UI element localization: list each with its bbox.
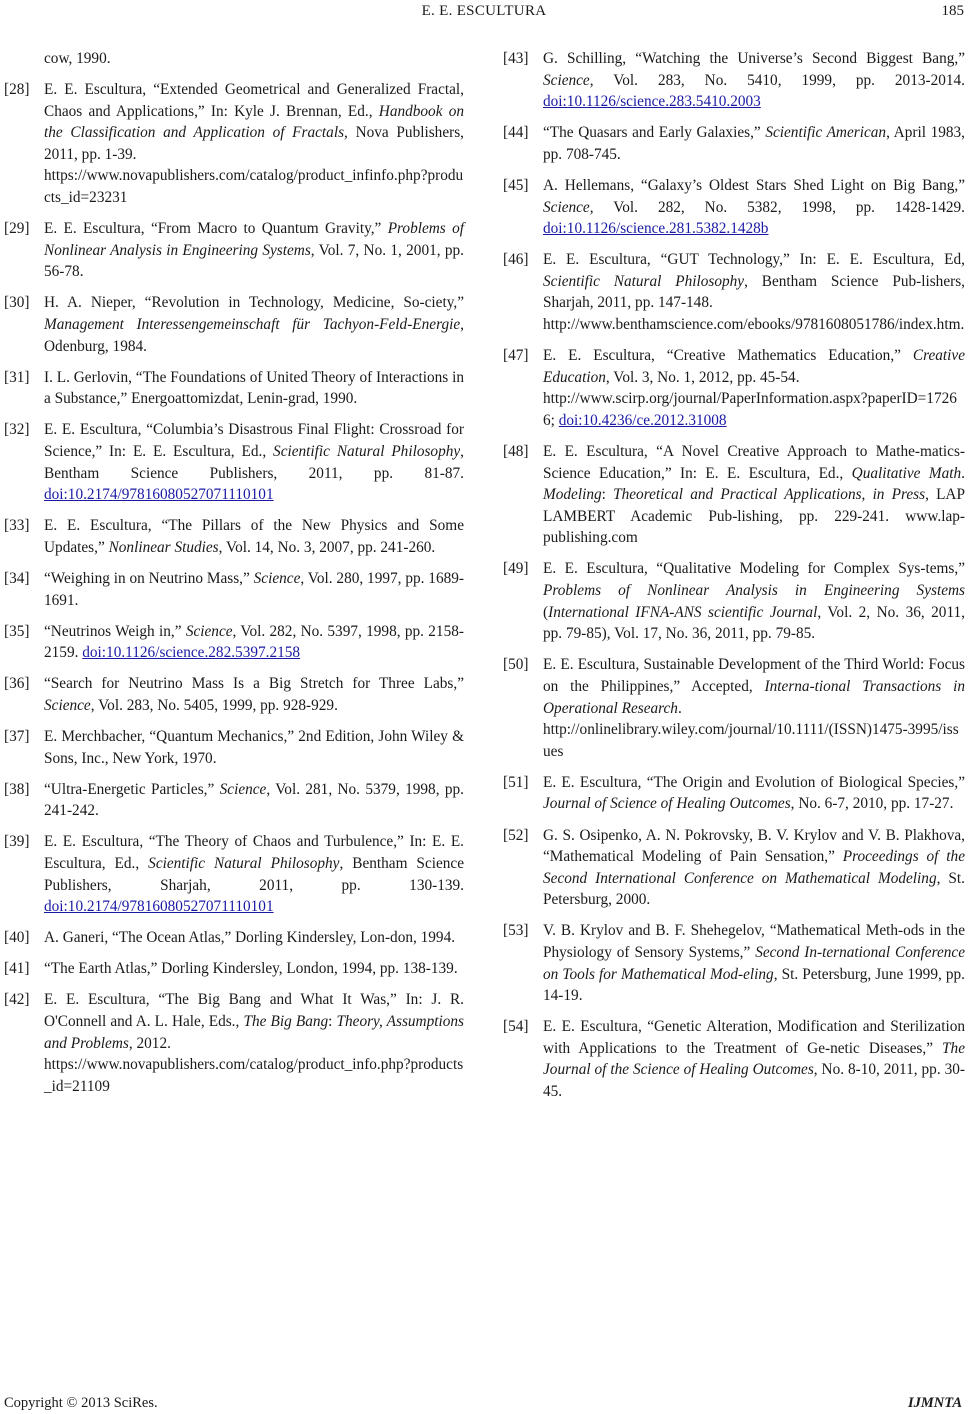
- reference-text: [44, 989, 464, 1097]
- reference-segment: E. Merchbacher, “Quantum Mechanics,” 2nd Edition, John Wiley & Sons, Inc., New York, 1970.: [44, 728, 464, 767]
- reference-item: [4, 419, 464, 505]
- reference-item: [4, 515, 464, 558]
- reference-number: [42]: [4, 991, 30, 1009]
- reference-segment: , LAP LAMBERT Academic Pub-lishing, pp. 229-241. www.lap-publishing.com: [543, 486, 965, 547]
- reference-segment: , Vol. 283, No. 5405, 1999, pp. 928-929.: [90, 696, 338, 714]
- reference-text: [44, 419, 464, 505]
- reference-number: [47]: [503, 347, 529, 365]
- italic-title: Science: [44, 696, 91, 714]
- reference-segment: , Vol. 14, No. 3, 2007, pp. 241-260.: [218, 538, 436, 556]
- reference-segment: :: [328, 1013, 337, 1031]
- reference-text: [44, 79, 464, 209]
- reference-segment: E. E. Escultura, Sustainable Development of the Third World: Focus on the Philippines,” Accepted,: [543, 656, 965, 695]
- reference-item: [4, 621, 464, 664]
- reference-text: [543, 654, 965, 762]
- reference-number: [39]: [4, 833, 30, 851]
- reference-number: [54]: [503, 1018, 529, 1036]
- italic-title: Problems of Nonlinear Analysis in Engineering Systems: [543, 582, 965, 600]
- reference-url: http://www.benthamscience.com/ebooks/9781608051786/index.htm.: [543, 316, 965, 334]
- reference-segment: , Bentham Science Publishers, 2011, pp. 81-87.: [44, 443, 464, 482]
- reference-segment: A. Hellemans, “Galaxy’s Oldest Stars Shed Light on Big Bang,”: [543, 176, 965, 194]
- reference-segment: G. S. Osipenko, A. N. Pokrovsky, B. V. Krylov and V. B. Plakhova, “Mathematical Modeling of Pain Sensation,”: [543, 826, 965, 866]
- reference-number: [38]: [4, 780, 30, 798]
- reference-text: [543, 920, 965, 1006]
- reference-text: [44, 218, 464, 283]
- reference-segment: “Search for Neutrino Mass Is a Big Stretch for Three Labs,”: [44, 675, 464, 693]
- reference-segment: A. Ganeri, “The Ocean Atlas,” Dorling Kindersley, Lon-don, 1994.: [44, 929, 456, 947]
- reference-text: [44, 927, 464, 949]
- reference-list-left: [4, 79, 464, 1097]
- reference-segment: , April 1983, pp. 708-745.: [543, 124, 965, 163]
- reference-number: [28]: [4, 81, 30, 99]
- doi-link[interactable]: doi:10.1126/science.282.5397.2158: [82, 644, 301, 662]
- reference-item: [503, 654, 965, 762]
- doi-link[interactable]: doi:10.1126/science.283.5410.2003: [543, 93, 761, 111]
- reference-item: [503, 825, 965, 911]
- reference-segment: “The Earth Atlas,” Dorling Kindersley, London, 1994, pp. 138-139.: [44, 960, 458, 978]
- reference-item: [503, 345, 965, 431]
- reference-segment: , Vol. 282, No. 5382, 1998, pp. 1428-1429.: [589, 198, 965, 216]
- reference-segment: , 2012.: [128, 1034, 171, 1052]
- italic-title: Second In-ternational Conference on Tools for Mathematical Mod-eling: [543, 943, 965, 983]
- reference-segment: , Vol. 280, 1997, pp. 1689-1691.: [44, 569, 464, 609]
- italic-title: Problems of Nonlinear Analysis in Engineering Systems: [44, 220, 464, 259]
- reference-number: [49]: [503, 560, 529, 578]
- reference-list-right: [503, 48, 965, 1103]
- reference-segment: “Weighing in on Neutrino Mass,”: [44, 569, 254, 587]
- italic-title: Science: [219, 780, 267, 798]
- reference-text: [543, 558, 965, 644]
- reference-segment: , Vol. 2, No. 36, 2011, pp. 79-85), Vol. 17, No. 36, 2011, pp. 79-85.: [543, 603, 966, 643]
- reference-text: [543, 441, 965, 549]
- reference-item: [4, 292, 464, 357]
- reference-number: [43]: [503, 50, 529, 67]
- reference-item: [4, 79, 464, 209]
- italic-title: Handbook on the Classification and Application of Fractals: [44, 102, 465, 142]
- reference-text: [44, 673, 464, 716]
- reference-segment: E. E. Escultura, “The Theory of Chaos and Turbulence,” In: E. E. Escultura, Ed.,: [44, 833, 464, 872]
- reference-text: [543, 48, 965, 113]
- reference-segment: , St. Petersburg, 2000.: [543, 869, 965, 909]
- reference-number: [33]: [4, 517, 30, 535]
- reference-url: https://www.novapublishers.com/catalog/product_info.php?products_id=21109: [44, 1056, 464, 1095]
- italic-title: Journal of Science of Healing Outcomes: [543, 795, 791, 813]
- reference-item: [503, 122, 965, 165]
- reference-item: [503, 772, 965, 815]
- italic-title: The Big Bang: [243, 1013, 329, 1031]
- reference-segment: E. E. Escultura, “Creative Mathematics Education,”: [543, 347, 913, 365]
- reference-segment: I. L. Gerlovin, “The Foundations of United Theory of Interactions in a Substance,” Energoattomizdat, Lenin-grad, 1990.: [44, 368, 464, 408]
- page-number: 185: [941, 3, 964, 19]
- reference-text: [543, 249, 965, 335]
- reference-segment: , Vol. 282, No. 5397, 1998, pp. 2158-2159.: [44, 622, 464, 662]
- reference-item: [4, 927, 464, 949]
- reference-item: [503, 175, 965, 240]
- italic-title: Science: [543, 71, 590, 89]
- reference-number: [48]: [503, 443, 529, 460]
- reference-segment: E. E. Escultura, “A Novel Creative Approach to Mathe-matics-Science Education,” In: E. E. Escultura, Ed.,: [543, 443, 965, 482]
- italic-title: Scientific Natural Philosophy: [273, 443, 461, 460]
- reference-segment: , Vol. 3, No. 1, 2012, pp. 45-54.: [605, 368, 800, 386]
- reference-number: [45]: [503, 176, 529, 194]
- reference-url: http://onlinelibrary.wiley.com/journal/10.1111/(ISSN)1475-3995/issues: [543, 721, 959, 760]
- reference-segment: “The Quasars and Early Galaxies,”: [543, 124, 766, 142]
- copyright-notice: Copyright © 2013 SciRes.: [4, 1395, 158, 1411]
- reference-segment: E. E. Escultura, “GUT Technology,” In: E. E. Escultura, Ed,: [543, 251, 965, 269]
- reference-number: [35]: [4, 622, 30, 640]
- reference-segment: “Neutrinos Weigh in,”: [44, 622, 186, 640]
- reference-number: [30]: [4, 294, 30, 312]
- reference-number: [32]: [4, 421, 30, 439]
- italic-title: Interna-tional Transactions in Operational Research: [543, 677, 965, 717]
- reference-segment: “Ultra-Energetic Particles,”: [44, 780, 220, 798]
- reference-text: [543, 825, 965, 911]
- reference-number: [52]: [503, 826, 529, 844]
- reference-number: [36]: [4, 675, 30, 693]
- reference-item: [4, 989, 464, 1097]
- italic-title: Modeling: [543, 486, 602, 504]
- reference-segment: , St. Petersburg, June 1999, pp. 14-19.: [543, 965, 965, 1005]
- reference-text: [44, 621, 464, 664]
- reference-segment: V. B. Krylov and B. F. Shehegelov, “Mathematical Meth-ods in the Physiology of Sensory Systems,”: [543, 922, 965, 961]
- reference-segment: .: [961, 464, 965, 482]
- doi-link[interactable]: doi:10.4236/ce.2012.31008: [558, 411, 727, 429]
- reference-text: [44, 831, 464, 917]
- reference-segment: (: [543, 603, 549, 621]
- reference-number: [44]: [503, 124, 529, 142]
- reference-text: [543, 175, 965, 240]
- reference-text: [543, 1016, 965, 1102]
- reference-segment: .: [677, 699, 682, 717]
- reference-segment: , Vol. 7, No. 1, 2001, pp. 56-78.: [44, 241, 465, 281]
- reference-item: [503, 920, 965, 1006]
- italic-title: Qualitative Math: [851, 464, 962, 482]
- reference-text: [44, 568, 464, 611]
- reference-item: [503, 249, 965, 335]
- reference-item: [503, 48, 965, 113]
- reference-url: http://www.scirp.org/journal/PaperInformation.aspx?paperID=17266; doi:10.4236/ce.2012.31008: [543, 390, 957, 429]
- reference-number: [41]: [4, 960, 30, 978]
- doi-link[interactable]: doi:10.2174/97816080527071110101: [44, 486, 274, 504]
- reference-text: [44, 515, 464, 558]
- reference-number: [29]: [4, 220, 30, 238]
- reference-segment: :: [601, 486, 614, 504]
- italic-title: Creative Education: [543, 347, 965, 386]
- reference-segment: , Vol. 281, No. 5379, 1998, pp. 241-242.: [44, 780, 464, 820]
- running-header: [0, 0, 968, 22]
- reference-segment: G. Schilling, “Watching the Universe’s Second Biggest Bang,”: [543, 50, 965, 67]
- italic-title: Nonlinear Studies: [108, 538, 219, 556]
- reference-item: [503, 1016, 965, 1102]
- page-footer: [4, 1393, 962, 1413]
- italic-title: in Press: [872, 486, 926, 504]
- reference-segment: , No. 6-7, 2010, pp. 17-27.: [790, 795, 954, 813]
- reference-number: [50]: [503, 656, 529, 674]
- reference-text: [543, 772, 965, 815]
- reference-number: [53]: [503, 922, 529, 940]
- italic-title: Scientific Natural Philosophy: [543, 272, 745, 290]
- reference-segment: , No. 8-10, 2011, pp. 30-45.: [543, 1061, 965, 1101]
- reference-item: [4, 218, 464, 283]
- reference-item: [4, 367, 464, 410]
- reference-segment: H. A. Nieper, “Revolution in Technology, Medicine, So-ciety,”: [44, 294, 464, 312]
- reference-segment: , Odenburg, 1984.: [44, 316, 464, 355]
- reference-text: [44, 779, 464, 822]
- reference-item: [503, 558, 965, 644]
- left-column: [4, 48, 464, 1107]
- italic-title: Science: [185, 622, 233, 640]
- running-title: E. E. ESCULTURA: [421, 3, 547, 19]
- reference-segment: E. E. Escultura, “The Pillars of the New Physics and Some Updates,”: [44, 517, 464, 556]
- reference-segment: ,: [861, 486, 873, 504]
- reference-number: [51]: [503, 773, 529, 791]
- reference-segment: , Bentham Science Pub-lishers, Sharjah, 2011, pp. 147-148.: [543, 272, 965, 312]
- reference-segment: , Nova Publishers, 2011, pp. 1-39.: [44, 124, 464, 163]
- italic-title: Theory, Assumptions and Problems: [44, 1013, 464, 1052]
- reference-number: [31]: [4, 368, 30, 386]
- reference-segment: E. E. Escultura, “Columbia’s Disastrous Final Flight: Crossroad for Science,” In: E. E. Escultura, Ed.,: [44, 421, 464, 460]
- reference-item: [4, 831, 464, 917]
- right-column: [503, 48, 965, 1112]
- reference-segment: E. E. Escultura, “The Origin and Evolution of Biological Species,”: [543, 773, 965, 791]
- reference-segment: E. E. Escultura, “From Macro to Quantum Gravity,”: [44, 220, 388, 238]
- reference-item: [4, 726, 464, 769]
- reference-text: [44, 292, 464, 357]
- reference-item: [4, 958, 464, 980]
- reference-item: [4, 568, 464, 611]
- reference-segment: E. E. Escultura, “Qualitative Modeling for Complex Sys-tems,”: [543, 560, 965, 578]
- doi-link[interactable]: doi:10.2174/97816080527071110101: [44, 898, 274, 916]
- reference-item: [503, 441, 965, 549]
- reference-number: [40]: [4, 929, 30, 947]
- italic-title: Theoretical and Practical Applications: [613, 486, 862, 504]
- reference-item: [4, 673, 464, 716]
- reference-text: [543, 345, 965, 431]
- reference-item: [4, 779, 464, 822]
- reference-number: [46]: [503, 251, 529, 269]
- reference-segment: E. E. Escultura, “Extended Geometrical and Generalized Fractal, Chaos and Applications,” In: Kyle J. Brennan, Ed.,: [44, 81, 464, 120]
- reference-segment: , Vol. 283, No. 5410, 1999, pp. 2013-2014.: [589, 71, 965, 89]
- italic-title: Science: [253, 569, 301, 587]
- reference-number: [37]: [4, 728, 30, 746]
- reference-text: [44, 726, 464, 769]
- reference-text: [543, 122, 965, 165]
- reference-number: [34]: [4, 569, 30, 587]
- reference-url: https://www.novapublishers.com/catalog/product_infinfo.php?products_id=23231: [44, 167, 464, 207]
- reference-text: [44, 367, 464, 410]
- reference-segment: , Bentham Science Publishers, Sharjah, 2011, pp. 130-139.: [44, 855, 464, 894]
- reference-text: [44, 958, 464, 980]
- reference-continuation: cow, 1990.: [44, 50, 111, 67]
- italic-title: Management Interessengemeinschaft für Tachyon-Feld-Energie: [44, 316, 461, 334]
- reference-segment: E. E. Escultura, “Genetic Alteration, Modification and Sterilization with Applications to the Treatment of Ge-netic Diseases,”: [543, 1018, 965, 1057]
- italic-title: The Journal of the Science of Healing Outcomes: [543, 1039, 965, 1079]
- italic-title: Proceedings of the Second International Conference on Mathematical Modeling: [543, 848, 965, 887]
- journal-abbreviation: IJMNTA: [908, 1395, 962, 1411]
- doi-link[interactable]: doi:10.1126/science.281.5382.1428b: [543, 220, 769, 238]
- italic-title: Scientific American: [765, 124, 887, 142]
- reference-segment: E. E. Escultura, “The Big Bang and What It Was,” In: J. R. O'Connell and A. L. Hale, Eds.,: [44, 991, 464, 1031]
- italic-title: International IFNA-ANS scientific Journal: [548, 603, 818, 621]
- italic-title: Science: [543, 198, 590, 216]
- italic-title: Scientific Natural Philosophy: [148, 855, 340, 872]
